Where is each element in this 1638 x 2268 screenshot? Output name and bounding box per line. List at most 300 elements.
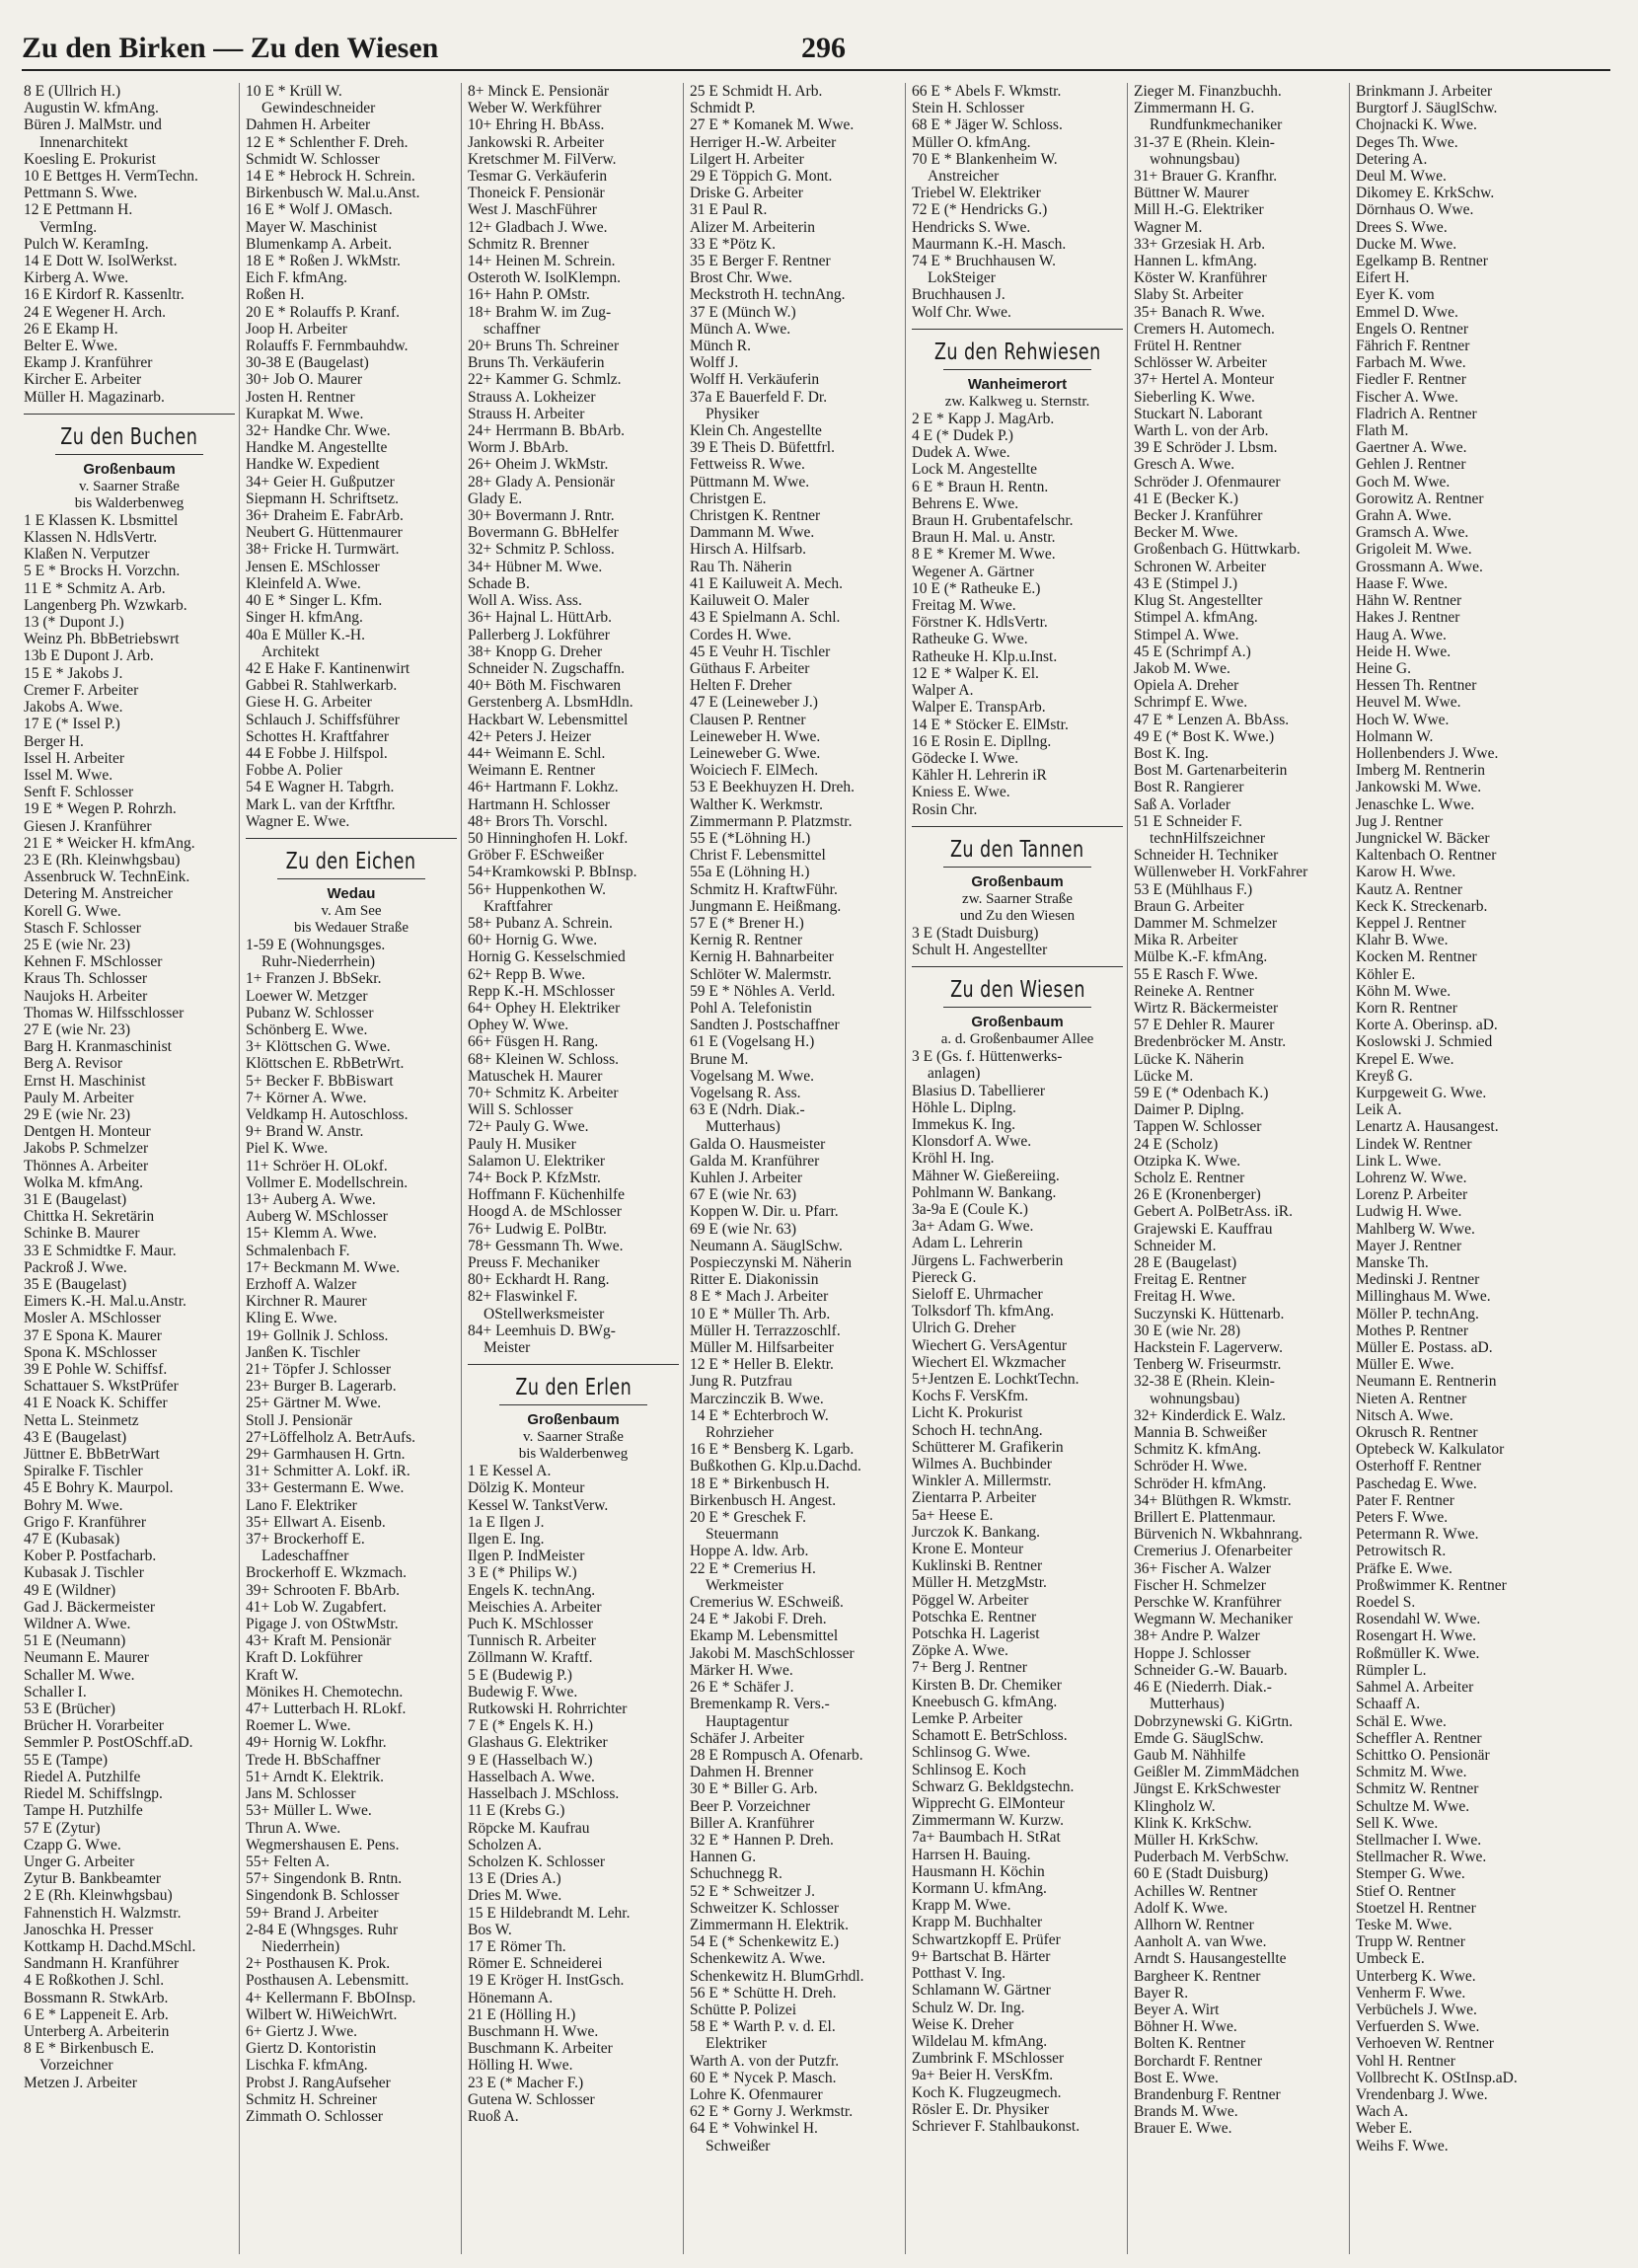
directory-entry: Wilmes A. Buchbinder [912, 1456, 1052, 1473]
directory-entry: 57 E (* Brener H.) [690, 914, 804, 932]
directory-entry: Biller A. Kranführer [690, 1814, 815, 1832]
directory-entry: Dörnhaus O. Wwe. [1356, 201, 1474, 219]
directory-entry: 39+ Schrooten F. BbArb. [246, 1581, 401, 1599]
directory-entry: Ophey W. Wwe. [468, 1017, 569, 1034]
directory-entry: Hoogd A. de MSchlosser [468, 1203, 622, 1221]
directory-entry: Korn R. Rentner [1356, 999, 1457, 1017]
street-heading-rule [499, 1404, 647, 1405]
directory-entry: Korell G. Wwe. [24, 902, 121, 920]
directory-entry: 49 E (* Bost K. Wwe.) [1134, 727, 1275, 745]
directory-entry: Otzipka K. Wwe. [1134, 1152, 1241, 1170]
directory-entry: Zöpke A. Wwe. [912, 1642, 1008, 1660]
directory-entry: 35 E (Baugelast) [24, 1276, 127, 1293]
directory-entry: 8 E * Birkenbusch E. [24, 2040, 155, 2058]
directory-entry: Verbüchels J. Wwe. [1356, 2001, 1477, 2018]
directory-entry: Birkenbusch W. Mal.u.Anst. [246, 185, 420, 202]
directory-entry: Bolten K. Rentner [1134, 2035, 1246, 2053]
directory-entry: Schaaff A. [1356, 1696, 1421, 1713]
directory-entry: Fladrich A. Rentner [1356, 405, 1477, 422]
directory-entry: Vorzeichner [39, 2057, 113, 2075]
directory-entry: 14 E * Hebrock H. Schrein. [246, 168, 415, 186]
directory-entry: Jüngst E. KrkSchwester [1134, 1780, 1281, 1798]
directory-entry: Hähn W. Rentner [1356, 592, 1462, 610]
directory-entry: 17 E (* Issel P.) [24, 716, 120, 733]
directory-entry: Zimmath O. Schlosser [246, 2107, 384, 2125]
directory-entry: 32+ Schmitz P. Schloss. [468, 541, 615, 559]
directory-entry: 32+ Kinderdick E. Walz. [1134, 1406, 1286, 1424]
directory-entry: Wiechert El. Wkzmacher [912, 1353, 1067, 1371]
directory-entry: Posthausen A. Lebensmitt. [246, 1972, 410, 1990]
directory-entry: Jungnickel W. Bäcker [1356, 829, 1490, 847]
directory-entry: Belter E. Wwe. [24, 338, 118, 355]
directory-entry: Roemer L. Wwe. [246, 1717, 351, 1735]
directory-entry: 43+ Kraft M. Pensionär [246, 1632, 392, 1650]
directory-entry: 35+ Ellwart A. Eisenb. [246, 1513, 386, 1531]
directory-entry: 32-38 E (Rhein. Klein- [1134, 1373, 1275, 1391]
directory-entry: 7+ Körner A. Wwe. [246, 1089, 367, 1106]
directory-entry: 35 E Berger F. Rentner [690, 253, 831, 270]
directory-entry: Alizer M. Arbeiterin [690, 218, 815, 236]
directory-entry: Klonsdorf A. Wwe. [912, 1133, 1032, 1151]
directory-entry: Schmitz R. Brenner [468, 235, 589, 253]
directory-entry: 12 E * Walper K. El. [912, 664, 1039, 682]
directory-entry: Christgen E. [690, 490, 767, 507]
directory-entry: 1-59 E (Wohnungsges. [246, 936, 386, 953]
directory-entry: 53+ Müller L. Wwe. [246, 1802, 372, 1820]
directory-entry: Veldkamp H. Autoschloss. [246, 1105, 409, 1123]
directory-entry: Klein Ch. Angestellte [690, 422, 822, 440]
directory-entry: Hornig G. Kesselschmied [468, 948, 626, 966]
directory-entry: Roßen H. [246, 286, 305, 304]
directory-entry: Arndt S. Hausangestellte [1134, 1950, 1287, 1968]
directory-entry: Köhler E. [1356, 965, 1416, 983]
directory-entry: Harrsen H. Bauing. [912, 1846, 1031, 1863]
directory-entry: Issel H. Arbeiter [24, 749, 125, 767]
directory-entry: Schinke B. Maurer [24, 1225, 140, 1243]
directory-entry: Schweißer [706, 2137, 771, 2155]
directory-entry: Pauly H. Musiker [468, 1135, 576, 1153]
directory-entry: Dikomey E. KrkSchw. [1356, 185, 1495, 202]
directory-entry: Bargheer K. Rentner [1134, 1967, 1261, 1985]
directory-entry: Issel M. Wwe. [24, 766, 113, 784]
directory-entry: Schönberg E. Wwe. [246, 1021, 368, 1038]
directory-entry: Schuchnegg R. [690, 1865, 782, 1883]
directory-entry: Kircher E. Arbeiter [24, 371, 142, 389]
directory-entry: Gresch A. Wwe. [1134, 456, 1235, 474]
street-heading-title: Zu den Tannen [950, 836, 1084, 863]
directory-entry: 40+ Böth M. Fischwaren [468, 677, 622, 695]
directory-entry: Mönikes H. Chemotechn. [246, 1683, 404, 1701]
directory-entry: Schlamann W. Gärtner [912, 1982, 1051, 2000]
directory-entry: Schneider H. Techniker [1134, 847, 1279, 865]
directory-entry: Netta L. Steinmetz [24, 1411, 139, 1429]
directory-entry: Schulz W. Dr. Ing. [912, 1999, 1025, 2016]
directory-entry: Triebel W. Elektriker [912, 185, 1041, 202]
directory-entry: 3+ Klöttschen G. Wwe. [246, 1038, 391, 1056]
directory-entry: Ilgen P. IndMeister [468, 1548, 585, 1565]
directory-entry: Emmel D. Wwe. [1356, 303, 1458, 321]
directory-entry: Schriever F. Stahlbaukonst. [912, 2117, 1080, 2135]
directory-entry: Janßen K. Tischler [246, 1343, 360, 1361]
directory-entry: Berger H. [24, 732, 84, 750]
directory-entry: Schultze M. Wwe. [1356, 1797, 1470, 1815]
directory-entry: Dölzig K. Monteur [468, 1479, 585, 1497]
directory-entry: Wolf Chr. Wwe. [912, 303, 1011, 321]
directory-entry: 3 E (Gs. f. Hüttenwerks- [912, 1048, 1063, 1066]
directory-entry: 9a+ Beier H. VersKfm. [912, 2067, 1054, 2084]
directory-entry: Egelkamp B. Rentner [1356, 253, 1488, 270]
directory-entry: Wildelau M. kfmAng. [912, 2032, 1048, 2050]
directory-entry: 26 E Ekamp H. [24, 320, 118, 338]
directory-entry: Wegmann W. Mechaniker [1134, 1611, 1294, 1628]
directory-entry: Schütterer M. Grafikerin [912, 1438, 1064, 1456]
directory-entry: 40 E * Singer L. Kfm. [246, 592, 383, 610]
directory-entry: 27+Löffelholz A. BetrAufs. [246, 1428, 416, 1446]
directory-entry: 84+ Leemhuis D. BWg- [468, 1322, 616, 1339]
directory-entry: Müller H. KrkSchw. [1134, 1831, 1259, 1849]
directory-entry: Lischka F. kfmAng. [246, 2057, 368, 2075]
directory-entry: Hakes J. Rentner [1356, 609, 1460, 627]
directory-entry: Czapp G. Wwe. [24, 1836, 121, 1853]
directory-entry: Winkler A. Millermstr. [912, 1473, 1052, 1490]
directory-entry: Lohrenz W. Wwe. [1356, 1170, 1467, 1186]
directory-entry: LokSteiger [928, 269, 996, 287]
directory-entry: Brillert E. Plattenmaur. [1134, 1509, 1276, 1527]
directory-entry: Bost R. Rangierer [1134, 779, 1244, 796]
directory-entry: Christ F. Lebensmittel [690, 847, 826, 865]
directory-entry: Bredenbröcker M. Anstr. [1134, 1033, 1287, 1051]
directory-entry: Schröder H. Wwe. [1134, 1458, 1248, 1475]
directory-entry: Lilgert H. Arbeiter [690, 150, 804, 168]
directory-entry: Koch K. Flugzeugmech. [912, 2083, 1062, 2101]
directory-entry: Ritter E. Diakonissin [690, 1271, 819, 1289]
directory-entry: Assenbruck W. TechnEink. [24, 869, 190, 886]
directory-entry: Wilbert W. HiWeichWrt. [246, 2005, 398, 2023]
directory-entry: Stief O. Rentner [1356, 1882, 1456, 1900]
directory-entry: Werkmeister [706, 1576, 783, 1594]
directory-entry: Schattauer S. WkstPrüfer [24, 1378, 179, 1396]
directory-entry: Berg A. Revisor [24, 1055, 123, 1073]
directory-entry: Haase F. Wwe. [1356, 574, 1449, 592]
directory-entry: Stoll J. Pensionär [246, 1411, 353, 1429]
directory-entry: 34+ Blüthgen R. Wkmstr. [1134, 1491, 1292, 1509]
directory-entry: Kautz A. Rentner [1356, 880, 1463, 898]
page-number: 296 [801, 32, 846, 64]
directory-entry: 14 E Dott W. IsolWerkst. [24, 253, 178, 270]
directory-entry: 29+ Garmhausen H. Grtn. [246, 1446, 406, 1464]
directory-entry: 24 E (Scholz) [1134, 1135, 1219, 1153]
directory-entry: 18 E * Roßen J. WkMstr. [246, 253, 401, 270]
directory-entry: Farbach M. Wwe. [1356, 354, 1466, 372]
directory-entry: Singendonk B. Schlosser [246, 1887, 400, 1905]
directory-entry: Nitsch A. Wwe. [1356, 1406, 1453, 1424]
directory-entry: Packroß J. Wwe. [24, 1258, 127, 1276]
directory-entry: Niederrhein) [261, 1937, 340, 1955]
directory-entry: Mayer W. Maschinist [246, 218, 378, 236]
directory-entry: Zöllmann W. Kraftf. [468, 1649, 593, 1667]
directory-entry: Sandmann H. Kranführer [24, 1955, 180, 1973]
directory-entry: 24 E Wegener H. Arch. [24, 303, 166, 321]
directory-entry: Schneider M. [1134, 1237, 1217, 1254]
directory-entry: 9+ Bartschat B. Härter [912, 1947, 1051, 1965]
directory-entry: Langenberg Ph. Wzwkarb. [24, 596, 187, 614]
directory-entry: Schlinsog G. Wwe. [912, 1744, 1031, 1762]
directory-entry: 61 E (Vogelsang H.) [690, 1033, 815, 1051]
directory-entry: 78+ Gessmann Th. Wwe. [468, 1237, 624, 1254]
directory-entry: Zimmermann P. Platzmstr. [690, 812, 853, 830]
directory-entry: Driske G. Arbeiter [690, 185, 803, 202]
directory-entry: Wipprecht G. ElMonteur [912, 1795, 1065, 1813]
directory-entry: Dahmen H. Arbeiter [246, 116, 371, 134]
directory-entry: 70+ Schmitz K. Arbeiter [468, 1084, 619, 1101]
directory-entry: Wolka M. kfmAng. [24, 1173, 144, 1191]
directory-entry: Hannen L. kfmAng. [1134, 253, 1257, 270]
directory-entry: Vohl H. Rentner [1356, 2052, 1455, 2070]
directory-entry: 21 E * Weicker H. kfmAng. [24, 834, 195, 852]
directory-entry: 1 E Kessel A. [468, 1463, 552, 1480]
directory-entry: Müller O. kfmAng. [912, 133, 1031, 151]
directory-entry: Mähner W. Gießereiing. [912, 1167, 1060, 1184]
directory-entry: Kirchner R. Maurer [246, 1293, 367, 1311]
directory-entry: Brinkmann J. Arbeiter [1356, 83, 1493, 100]
directory-entry: Förstner K. HdlsVertr. [912, 614, 1048, 632]
directory-entry: 5+Jentzen E. LochktTechn. [912, 1370, 1080, 1388]
directory-entry: Vollmer E. Modellschrein. [246, 1173, 409, 1191]
directory-entry: Schröder H. kfmAng. [1134, 1474, 1267, 1492]
directory-entry: 11 E * Schmitz A. Arb. [24, 579, 166, 597]
directory-entry: Lano F. Elektriker [246, 1496, 357, 1514]
directory-entry: Brands M. Wwe. [1134, 2103, 1238, 2121]
directory-entry: Jakobs A. Wwe. [24, 699, 123, 717]
directory-entry: 2-84 E (Whngsges. Ruhr [246, 1921, 399, 1938]
directory-entry: Jankowski R. Arbeiter [468, 133, 605, 151]
directory-entry: Vogelsang R. Ass. [690, 1084, 801, 1101]
directory-entry: Kraft W. [246, 1666, 299, 1684]
directory-entry: Opiela A. Dreher [1134, 677, 1239, 695]
directory-entry: Buschmann K. Arbeiter [468, 2040, 613, 2058]
directory-entry: 60 E * Nycek P. Masch. [690, 2069, 837, 2086]
directory-entry: Schamott E. BetrSchloss. [912, 1727, 1068, 1745]
directory-entry: 9 E (Hasselbach W.) [468, 1751, 593, 1769]
directory-entry: 55 E (Tampe) [24, 1751, 108, 1769]
directory-entry: Physiker [706, 405, 760, 422]
directory-entry: Mill H.-G. Elektriker [1134, 201, 1264, 219]
directory-entry: 11+ Schröer H. OLokf. [246, 1157, 388, 1174]
directory-entry: Okrusch R. Rentner [1356, 1424, 1478, 1442]
directory-entry: 38+ Fricke H. Turmwärt. [246, 541, 400, 559]
directory-entry: Tappen W. Schlosser [1134, 1118, 1262, 1136]
directory-entry: Köhn M. Wwe. [1356, 982, 1452, 1000]
district-name: Wedau [327, 884, 376, 902]
directory-entry: 4 E Roßkothen J. Schl. [24, 1972, 165, 1990]
directory-entry: Pöggel W. Arbeiter [912, 1591, 1029, 1609]
directory-entry: Giesen J. Kranführer [24, 817, 152, 835]
directory-entry: 10 E * Krüll W. [246, 83, 342, 100]
directory-entry: Leineweber H. Wwe. [690, 727, 821, 745]
directory-entry: Steuermann [706, 1526, 780, 1544]
directory-entry: Blumenkamp A. Arbeit. [246, 235, 393, 253]
directory-column [18, 83, 240, 2254]
directory-entry: Jürgens L. Fachwerberin [912, 1251, 1064, 1269]
directory-entry: West J. MaschFührer [468, 201, 597, 219]
directory-entry: Brauer E. Wwe. [1134, 2120, 1232, 2138]
directory-entry: Engels O. Rentner [1356, 320, 1469, 338]
directory-entry: Kneebusch G. kfmAng. [912, 1693, 1058, 1710]
directory-entry: 11 E (Krebs G.) [468, 1802, 565, 1820]
directory-entry: 16 E Kirdorf R. Kassenltr. [24, 286, 185, 304]
directory-entry: Gad J. Bäckermeister [24, 1598, 155, 1616]
directory-entry: Kirsten B. Dr. Chemiker [912, 1676, 1062, 1694]
street-heading-title: Zu den Rehwiesen [933, 339, 1101, 365]
directory-entry: 19 E Kröger H. InstGsch. [468, 1972, 625, 1990]
directory-entry: 33+ Gestermann E. Wwe. [246, 1479, 405, 1497]
directory-entry: Singer H. kfmAng. [246, 609, 363, 627]
directory-entry: Hirsch A. Hilfsarb. [690, 541, 806, 559]
directory-entry: 16 E * Wolf J. OMasch. [246, 201, 393, 219]
directory-entry: Schütte P. Polizei [690, 2001, 797, 2018]
directory-entry: Weihs F. Wwe. [1356, 2137, 1449, 2155]
directory-entry: Stimpel A. Wwe. [1134, 626, 1239, 643]
directory-entry: Spona K. MSchlosser [24, 1343, 157, 1361]
street-heading [468, 1364, 679, 1405]
directory-entry: 54 E Wagner H. Tabgrh. [246, 779, 395, 796]
directory-entry: Zientarra P. Arbeiter [912, 1489, 1037, 1507]
directory-entry: Wiechert G. VersAgentur [912, 1336, 1068, 1354]
directory-entry: Lindek W. Rentner [1356, 1135, 1472, 1153]
directory-entry: Hoch W. Wwe. [1356, 711, 1450, 728]
directory-entry: Daimer P. Diplng. [1134, 1101, 1244, 1119]
directory-entry: Deges Th. Wwe. [1356, 133, 1458, 151]
directory-entry: Potthast V. Ing. [912, 1965, 1006, 1983]
directory-entry: 74+ Bock P. KfzMstr. [468, 1170, 601, 1186]
directory-entry: 25 E Schmidt H. Arb. [690, 83, 823, 100]
directory-entry: Dammer M. Schmelzer [1134, 914, 1278, 932]
directory-entry: Walther K. Werkmstr. [690, 795, 823, 813]
directory-entry: 15 E * Jakobs J. [24, 664, 123, 682]
directory-entry: Schade B. [468, 574, 530, 592]
directory-entry: Zieger M. Finanzbuchh. [1134, 83, 1282, 100]
directory-entry: Gehlen J. Rentner [1356, 456, 1466, 474]
directory-entry: Allhorn W. Rentner [1134, 1916, 1254, 1933]
directory-entry: 82+ Flaswinkel F. [468, 1288, 578, 1306]
directory-entry: 51 E (Neumann) [24, 1632, 126, 1650]
directory-entry: Warth L. von der Arb. [1134, 422, 1269, 440]
directory-entry: Walper E. TranspArb. [912, 699, 1046, 717]
directory-entry: Scheffler A. Rentner [1356, 1729, 1482, 1747]
directory-entry: 17 E Römer Th. [468, 1937, 566, 1955]
directory-entry: 29 E (wie Nr. 23) [24, 1105, 131, 1123]
directory-entry: Jans M. Schlosser [246, 1785, 356, 1803]
directory-entry: Pigage J. von OStwMstr. [246, 1616, 399, 1633]
directory-entry: 30+ Job O. Maurer [246, 371, 363, 389]
directory-entry: Ekamp M. Lebensmittel [690, 1627, 839, 1645]
directory-entry: 4 E (* Dudek P.) [912, 427, 1013, 445]
directory-entry: Eich F. kfmAng. [246, 269, 347, 287]
directory-entry: 37 E Spona K. Maurer [24, 1326, 162, 1344]
directory-entry: 53 E (Mühlhaus F.) [1134, 880, 1253, 898]
directory-entry: 44 E Fobbe J. Hilfspol. [246, 744, 388, 762]
directory-entry: Hauptagentur [706, 1712, 789, 1730]
directory-entry: schaffner [484, 320, 541, 338]
directory-entry: Gebert A. PolBetrAss. iR. [1134, 1203, 1294, 1221]
directory-entry: 2+ Posthausen K. Prok. [246, 1955, 391, 1973]
directory-entry: Müller H. Magazinarb. [24, 388, 165, 406]
directory-entry: Ladeschaffner [261, 1548, 349, 1565]
directory-entry: Schmitz W. Rentner [1356, 1780, 1479, 1798]
directory-entry: Piel K. Wwe. [246, 1140, 329, 1158]
directory-entry: Kleinfeld A. Wwe. [246, 574, 361, 592]
directory-entry: Lorenz P. Arbeiter [1356, 1186, 1468, 1204]
directory-entry: Preuss F. Mechaniker [468, 1254, 600, 1272]
directory-entry: Ekamp J. Kranführer [24, 354, 153, 372]
directory-entry: Sieloff E. Uhrmacher [912, 1285, 1043, 1303]
directory-entry: 5 E (Budewig P.) [468, 1666, 572, 1684]
directory-entry: Brandenburg F. Rentner [1134, 2085, 1281, 2103]
directory-entry: Kraftfahrer [484, 897, 553, 915]
directory-entry: Gröber F. ESchweißer [468, 847, 604, 865]
directory-entry: 3a+ Adam G. Wwe. [912, 1218, 1034, 1236]
directory-entry: Ratheuke G. Wwe. [912, 631, 1028, 648]
directory-entry: Kraus Th. Schlosser [24, 970, 147, 988]
directory-entry: Detering A. [1356, 150, 1428, 168]
directory-entry: Woll A. Wiss. Ass. [468, 592, 582, 610]
directory-entry: Frütel H. Rentner [1134, 338, 1241, 355]
directory-entry: Mannia B. Schweißer [1134, 1424, 1267, 1442]
district-name: Großenbaum [527, 1411, 620, 1429]
directory-entry: Märker H. Wwe. [690, 1661, 793, 1679]
directory-entry: Schittko O. Pensionär [1356, 1746, 1490, 1764]
directory-entry: Roedel S. [1356, 1594, 1416, 1612]
directory-entry: 3a-9a E (Coule K.) [912, 1200, 1028, 1218]
directory-entry: Kirberg A. Wwe. [24, 269, 129, 287]
directory-entry: Goch M. Wwe. [1356, 473, 1451, 491]
directory-entry: Galda M. Kranführer [690, 1152, 820, 1170]
directory-entry: Adam L. Lehrerin [912, 1235, 1023, 1252]
directory-entry: 72+ Pauly G. Wwe. [468, 1118, 589, 1136]
street-heading [24, 414, 235, 455]
street-range-note: zw. Kalkweg u. Sternstr. [944, 393, 1090, 410]
directory-entry: 57 E (Zytur) [24, 1819, 101, 1837]
directory-entry: Hasselbach A. Wwe. [468, 1768, 595, 1785]
directory-entry: Bußkothen G. Klp.u.Dachd. [690, 1458, 861, 1475]
directory-entry: Köster W. Kranführer [1134, 269, 1267, 287]
directory-entry: 58 E * Warth P. v. d. El. [690, 2018, 836, 2036]
directory-entry: 25+ Gärtner M. Wwe. [246, 1395, 382, 1412]
directory-entry: Woiciech F. ElMech. [690, 762, 819, 780]
directory-entry: Brockerhoff E. Wkzmach. [246, 1564, 407, 1582]
directory-entry: Gewindeschneider [261, 100, 376, 117]
directory-entry: Müller H. MetzgMstr. [912, 1574, 1047, 1592]
directory-entry: 3 E (* Philips W.) [468, 1564, 577, 1582]
directory-entry: Puch K. MSchlosser [468, 1616, 594, 1633]
directory-entry: Karow H. Wwe. [1356, 864, 1456, 881]
directory-entry: 7a+ Baumbach H. StRat [912, 1829, 1061, 1847]
directory-entry: Römer E. Schneiderei [468, 1955, 603, 1973]
directory-entry: Eyer K. vom [1356, 286, 1435, 304]
directory-entry: 9+ Brand W. Anstr. [246, 1123, 364, 1141]
directory-entry: 25 E (wie Nr. 23) [24, 936, 131, 953]
street-range-note: und Zu den Wiesen [959, 907, 1076, 924]
directory-entry: Weber E. [1356, 2120, 1413, 2138]
directory-entry: Unger G. Arbeiter [24, 1852, 135, 1870]
directory-entry: Dries M. Wwe. [468, 1887, 562, 1905]
directory-entry: Optebeck W. Kalkulator [1356, 1441, 1505, 1459]
directory-entry: 55 E Rasch F. Wwe. [1134, 965, 1258, 983]
directory-entry: 3 E (Stadt Duisburg) [912, 924, 1039, 942]
directory-entry: Pohlmann W. Bankang. [912, 1183, 1057, 1201]
directory-entry: Blasius D. Tabellierer [912, 1082, 1046, 1099]
directory-entry: 1+ Franzen J. BbSekr. [246, 970, 382, 988]
